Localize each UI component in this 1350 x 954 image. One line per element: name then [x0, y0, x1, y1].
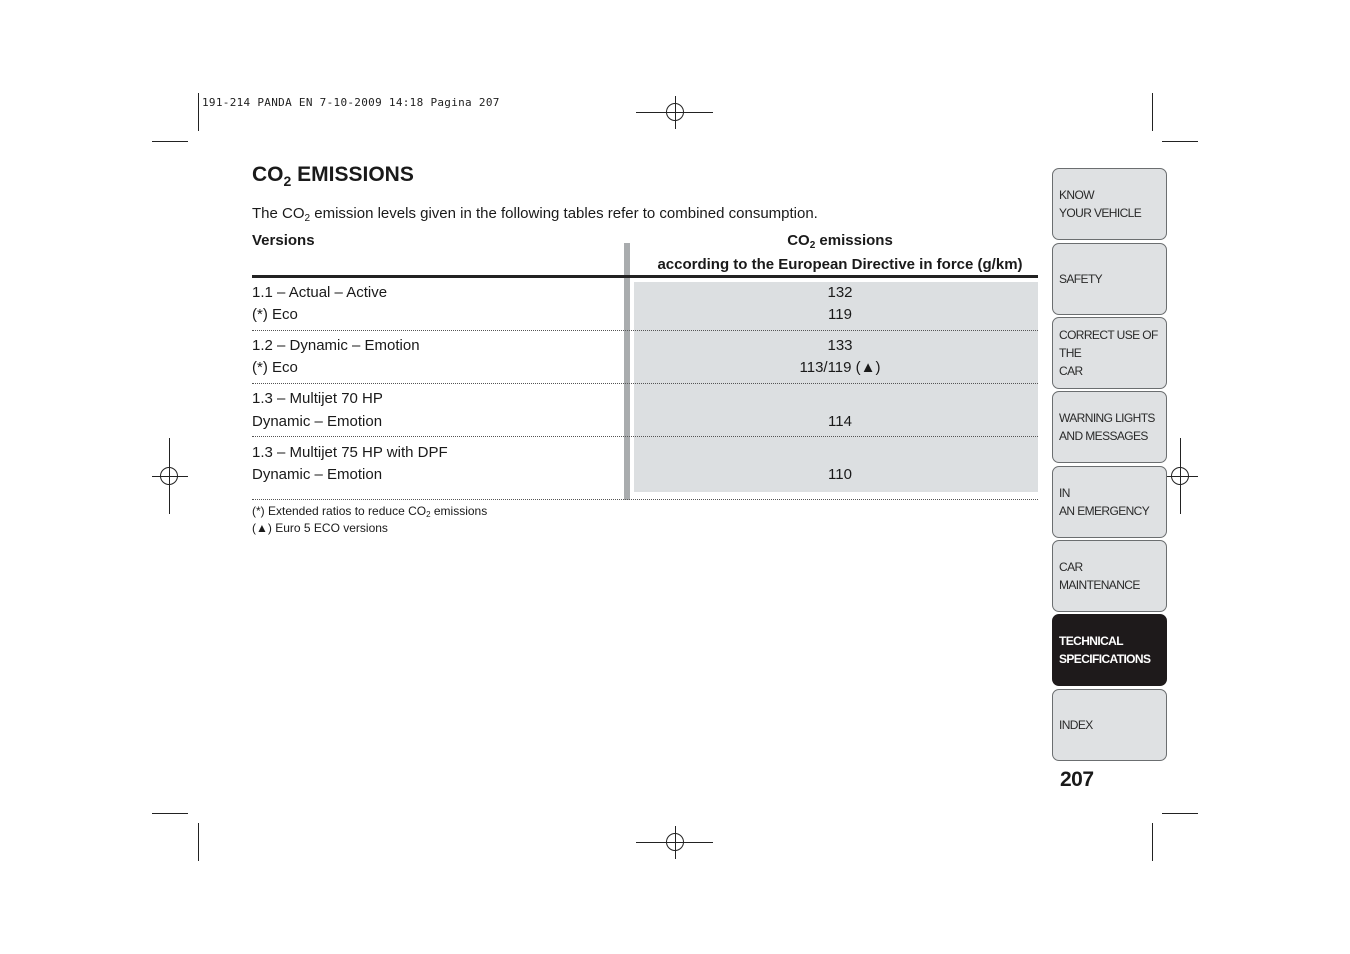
tab-label: INDEX: [1059, 718, 1093, 732]
crop-mark: [1152, 823, 1153, 861]
version-line1: 1.2 – Dynamic – Emotion: [252, 337, 420, 354]
table-row: [252, 335, 1038, 384]
registration-circle-right: [1171, 467, 1189, 485]
emission-value2: 114: [828, 413, 852, 430]
header-emissions-subscript: 2: [809, 240, 816, 251]
version-line2: Dynamic – Emotion: [252, 413, 383, 430]
footnote-euro5: (▲) Euro 5 ECO versions: [252, 521, 388, 535]
page-number: 207: [1060, 768, 1094, 791]
tab-label: CORRECT USE OF THE CAR: [1059, 328, 1158, 378]
registration-circle-bottom: [666, 833, 684, 851]
version-line1: 1.3 – Multijet 70 HP: [252, 390, 383, 407]
table-row: [252, 388, 1038, 437]
tab-label: WARNING LIGHTS AND MESSAGES: [1059, 411, 1155, 443]
header-emissions-prefix: CO: [787, 232, 810, 249]
registration-circle-left: [160, 467, 178, 485]
version-line2: Dynamic – Emotion: [252, 466, 383, 483]
header-rule: [252, 275, 1038, 278]
header-versions: Versions: [252, 232, 315, 249]
footnote1-prefix: (*) Extended ratios to reduce CO: [252, 504, 427, 518]
tab-label: SAFETY: [1059, 272, 1103, 286]
tab-correct-use[interactable]: [1052, 317, 1167, 389]
crop-mark: [1162, 813, 1198, 814]
version-line1: 1.3 – Multijet 75 HP with DPF: [252, 444, 448, 461]
section-title: [252, 163, 414, 189]
header-emissions: [634, 231, 1046, 274]
version-line1: 1.1 – Actual – Active: [252, 284, 388, 301]
emission-value1: 132: [827, 284, 853, 301]
intro-suffix: emission levels given in the following tables refer to combined consumption.: [310, 205, 818, 222]
version-line2: (*) Eco: [252, 306, 298, 323]
tab-warning-lights[interactable]: [1052, 391, 1167, 463]
crop-mark: [1152, 93, 1153, 131]
tab-safety[interactable]: [1052, 243, 1167, 315]
header-emissions-line2: according to the European Directive in force (g/km): [657, 256, 1023, 273]
crop-mark: [1162, 141, 1198, 142]
tab-label: KNOW YOUR VEHICLE: [1059, 188, 1142, 220]
tab-know-your-vehicle[interactable]: [1052, 168, 1167, 240]
print-slug: 191-214 PANDA EN 7-10-2009 14:18 Pagina 207: [202, 96, 500, 109]
tab-label: CAR MAINTENANCE: [1059, 560, 1140, 592]
registration-circle-top: [666, 103, 684, 121]
header-emissions-line1: [634, 231, 1046, 255]
emission-value2: 113/119 (▲): [799, 359, 881, 376]
tab-technical-specifications[interactable]: [1052, 614, 1167, 686]
intro-subscript: 2: [304, 213, 311, 224]
emission-value2: 110: [828, 466, 852, 483]
title-suffix: EMISSIONS: [291, 163, 414, 186]
footnote-extended-ratios: [252, 504, 487, 519]
table-row: [252, 442, 1038, 500]
tab-car-maintenance[interactable]: [1052, 540, 1167, 612]
tab-label: TECHNICAL SPECIFICATIONS: [1059, 634, 1151, 666]
version-line2: (*) Eco: [252, 359, 298, 376]
table-row: [252, 282, 1038, 331]
tab-label: IN AN EMERGENCY: [1059, 486, 1150, 518]
intro-paragraph: [252, 205, 818, 224]
crop-mark: [198, 93, 199, 131]
emission-value1: 133: [827, 337, 853, 354]
tab-emergency[interactable]: [1052, 466, 1167, 538]
intro-prefix: The CO: [252, 205, 305, 222]
crop-mark: [198, 823, 199, 861]
tab-index[interactable]: [1052, 689, 1167, 761]
crop-mark: [152, 813, 188, 814]
emission-value2: 119: [828, 306, 852, 323]
footnote1-subscript: 2: [426, 510, 431, 519]
footnote1-suffix: emissions: [430, 504, 488, 518]
crop-mark: [152, 141, 188, 142]
header-emissions-suffix: emissions: [815, 232, 893, 249]
title-prefix: CO: [252, 163, 284, 186]
title-subscript: 2: [283, 173, 292, 189]
